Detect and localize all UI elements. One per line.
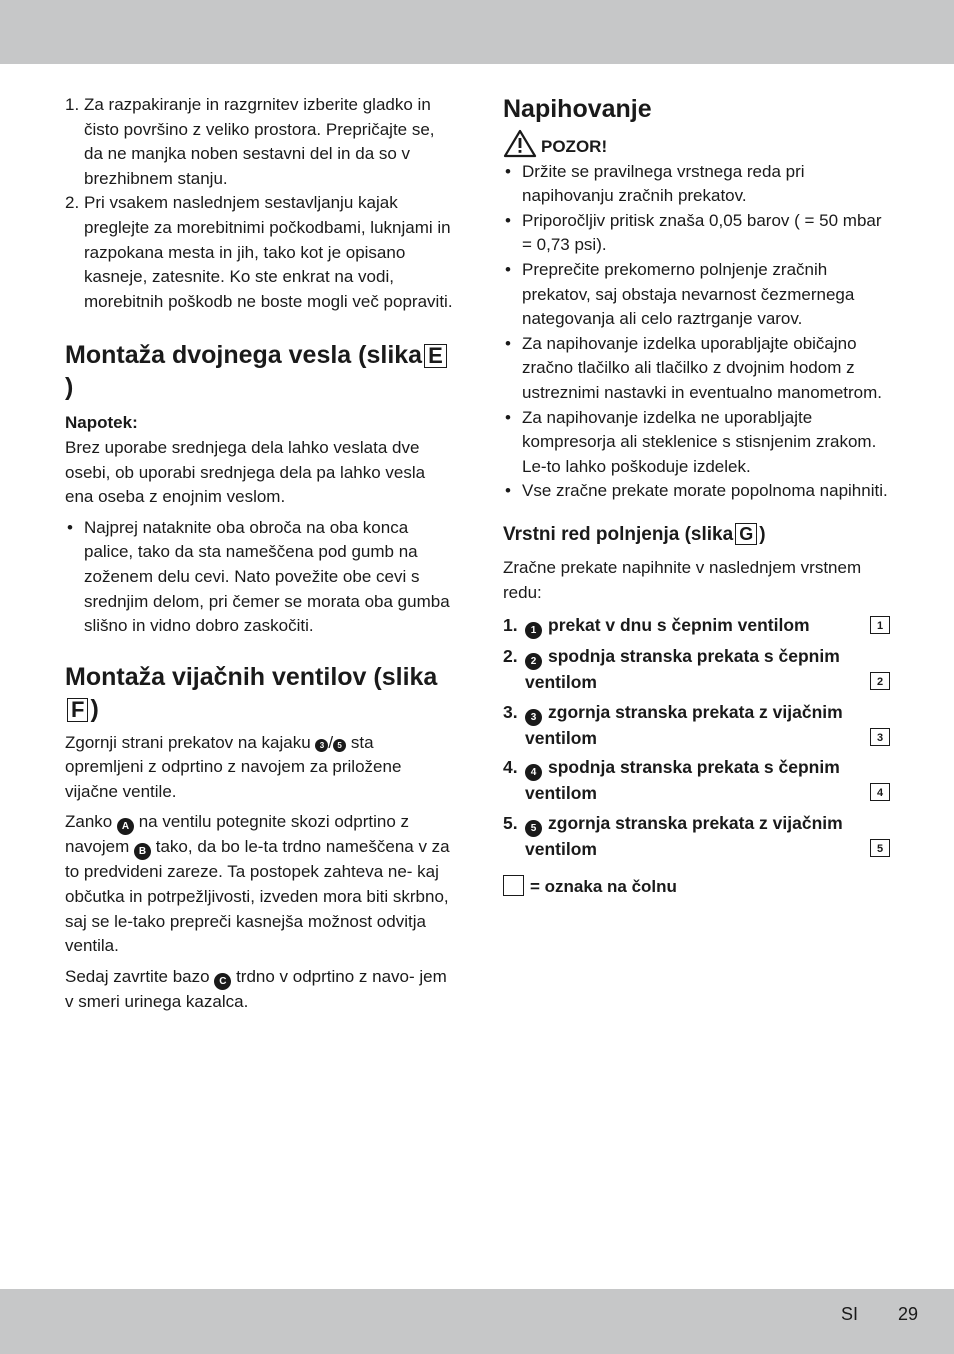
bullet-dot: • <box>505 161 511 181</box>
bullet-item <box>503 209 893 258</box>
paragraph <box>65 810 455 958</box>
bullet-item <box>503 406 893 480</box>
bullet-text: Najprej nataknite oba obroča na oba konca palice, tako da sta nameščena pod gumb na zoženem delu cevi. Nato povežite obe cevi s srednjim delom, pri čemer se morata oba gumba slišno in vidno dobro zaskočiti. <box>84 517 450 636</box>
numbered-step <box>65 191 455 314</box>
bullet-item <box>65 516 455 639</box>
bullet-text: Za napihovanje izdelka uporabljajte običajno zračno tlačilko ali tlačilko z dvojnim hodom z ustreznimi nastavki in eventualno manometrom. <box>522 333 882 402</box>
order-number: 1. <box>503 615 518 636</box>
fill-order-item <box>503 811 893 867</box>
order-number: 5. <box>503 813 518 834</box>
fill-order-item <box>503 613 893 644</box>
chamber-marker: 1 <box>525 622 542 639</box>
text: Sedaj zavrtite bazo <box>65 966 210 986</box>
bullet-text: Držite se pravilnega vrstnega reda pri napihovanju zračnih prekatov. <box>522 161 805 206</box>
header-bar <box>0 0 954 64</box>
order-text: spodnja stranska prekata s čepnim ventilom <box>525 646 840 693</box>
text: Zanko <box>65 812 113 832</box>
bullet-item <box>503 258 893 332</box>
bullet-dot: • <box>67 517 73 537</box>
heading-inflation: Napihovanje <box>503 95 652 123</box>
chamber-marker: 4 <box>525 764 542 781</box>
fill-order-item <box>503 700 893 755</box>
page-number: 29 <box>898 1304 919 1324</box>
warning-triangle-icon <box>503 129 537 158</box>
chamber-3-marker: 3 <box>315 739 328 752</box>
heading-text-end: ) <box>90 694 99 723</box>
legend-text: = oznaka na čolnu <box>530 877 677 897</box>
chamber-marker: 5 <box>525 820 542 837</box>
heading-fill-order <box>503 522 893 548</box>
heading-text: Vrstni red polnjenja (slika <box>503 523 734 545</box>
bullet-item <box>503 160 893 209</box>
heading-text-end: ) <box>759 523 766 545</box>
bullet-text: Preprečite prekomerno polnjenje zračnih prekatov, saj obstaja nevarnost čezmernega nategovanja ali celo raztrganje varov. <box>522 259 855 329</box>
text: Zgornji strani prekatov na kajaku <box>65 732 311 752</box>
part-c-marker: C <box>214 973 231 990</box>
step-text: Za razpakiranje in razgrnitev izberite gladko in čisto površino z veliko prostora. Prepričajte se, da ne manjka noben sestavni del in da so v brezhibnem stanju. <box>84 95 435 188</box>
bullet-dot: • <box>505 333 511 353</box>
figure-ref-box: E <box>424 344 447 368</box>
boat-mark-box: 2 <box>870 672 890 690</box>
bullet-item <box>503 332 893 406</box>
separator: / <box>328 732 334 752</box>
order-text: prekat v dnu s čepnim ventilom <box>548 615 810 636</box>
right-column <box>503 93 893 900</box>
fill-order-item <box>503 644 893 700</box>
boat-mark-box: 5 <box>870 839 890 857</box>
empty-mark-box <box>503 875 524 896</box>
part-a-marker: A <box>117 818 134 835</box>
inflation-bullets <box>503 160 893 504</box>
order-number: 4. <box>503 757 518 778</box>
note-text: Brez uporabe srednjega dela lahko veslata dve osebi, ob uporabi srednjega dela pa lahko vesla ena oseba z enojnim veslom. <box>65 437 426 507</box>
order-text: zgornja stranska prekata z vijačnim ventilom <box>525 813 843 860</box>
bullet-text: Priporočljiv pritisk znaša 0,05 barov ( = 50 mbar = 0,73 psi). <box>522 210 882 255</box>
heading-valve-assembly <box>65 661 455 725</box>
chamber-marker: 2 <box>525 653 542 670</box>
text: na ventilu potegnite skozi odprtino z navojem <box>65 812 410 857</box>
figure-ref-box: F <box>67 698 88 722</box>
bullet-text: Vse zračne prekate morate popolnoma napihniti. <box>522 481 888 501</box>
bullet-dot: • <box>505 481 511 501</box>
text: sta opremljeni z odprtino z navojem za priložene vijačne ventile. <box>65 732 402 801</box>
fill-order-item <box>503 755 893 811</box>
order-number: 3. <box>503 702 518 723</box>
paragraph <box>65 731 455 805</box>
numbered-step <box>65 93 455 191</box>
step-number: 1. <box>65 95 80 114</box>
footer-bar <box>0 1289 954 1354</box>
order-text: zgornja stranska prekata z vijačnim ventilom <box>525 702 843 749</box>
language-code: SI <box>841 1304 859 1324</box>
bullet-text: Za napihovanje izdelka ne uporabljajte kompresorja ali steklenice s stisnjenim zrakom. Le-to lahko poškoduje izdelek. <box>522 407 877 476</box>
left-column <box>65 93 455 1014</box>
fill-order-intro: Zračne prekate napihnite v naslednjem vrstnem redu: <box>503 557 862 602</box>
figure-ref-box: G <box>735 523 757 545</box>
note-label: Napotek: <box>65 413 138 433</box>
fill-order-list <box>503 613 893 867</box>
warning-line <box>503 129 893 160</box>
part-b-marker: B <box>134 843 151 860</box>
order-text: spodnja stranska prekata s čepnim ventilom <box>525 757 840 804</box>
text: tako, da bo le-ta trdno nameščena v za to predvideni zareze. Ta postopek zahteva ne- kaj občutka in potrpežljivosti, izveden mora biti skrbno, saj se le-tako prepreči kasnejša možnost odvitja ventila. <box>65 837 450 956</box>
warning-label: POZOR! <box>541 137 608 156</box>
boat-mark-box: 1 <box>870 616 890 634</box>
heading-paddle-assembly <box>65 339 455 403</box>
legend-line <box>503 875 893 900</box>
boat-mark-box: 3 <box>870 728 890 746</box>
heading-text: Montaža dvojnega vesla (slika <box>65 341 423 370</box>
heading-text: Montaža vijačnih ventilov (slika <box>65 662 438 691</box>
bullet-dot: • <box>505 210 511 230</box>
text: trdno v odprtino z navo- jem v smeri urinega kazalca. <box>65 966 447 1011</box>
boat-mark-box: 4 <box>870 783 890 801</box>
step-number: 2. <box>65 193 80 213</box>
chamber-5-marker: 5 <box>333 739 346 752</box>
step-text: Pri vsakem naslednjem sestavljanju kajak preglejte za morebitnimi počkodbami, luknjami in razpokana mesta in jih, tako kot je opisano kasneje, zatesnite. Ko ste enkrat na vodi, morebitnih poškodb ne boste mogli več popraviti. <box>84 193 453 311</box>
bullet-item <box>503 479 893 504</box>
bullet-dot: • <box>505 407 511 427</box>
heading-text-end: ) <box>65 373 74 402</box>
bullet-dot: • <box>505 259 511 279</box>
chamber-marker: 3 <box>525 709 542 726</box>
order-number: 2. <box>503 646 518 667</box>
paragraph <box>65 965 455 1015</box>
